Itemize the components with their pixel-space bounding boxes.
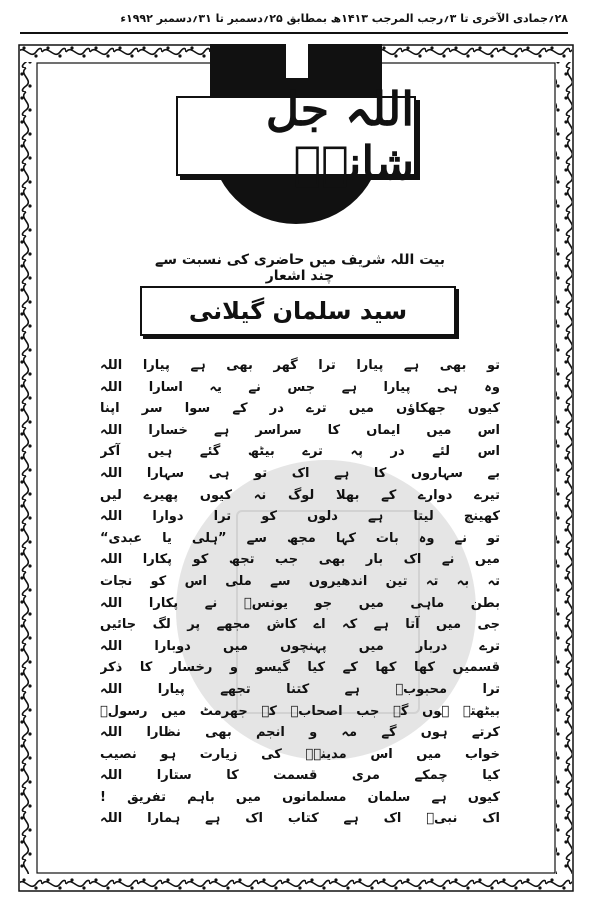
poem-line: کیا چمکے مری قسمت کا ستارا اللہ	[100, 768, 500, 784]
author-name: سید سلمان گیلانی	[188, 297, 408, 325]
poem-line: تیرے دوارے کے بھلا لوگ نہ کیوں پھیرے لیں	[100, 487, 500, 503]
poem-line: جی میں آتا ہے کہ اے کاش مجھے پر لگ جائیں	[100, 617, 500, 633]
header-rule	[20, 32, 568, 34]
poem-line: تو نے وہ بات کہا مجھ سے ”ہلی یا عبدی“	[100, 530, 500, 546]
poem-line: کھینچ لیتا ہے دلوں کو ترا دوارا اللہ	[100, 509, 500, 525]
poem	[100, 355, 500, 830]
poem-line: میں نے اک بار بھی جب تجھ کو پکارا اللہ	[100, 552, 500, 568]
poem-line: وہ ہی پیارا ہے جس نے یہ اسارا اللہ	[100, 379, 500, 395]
poem-line: اس لئے در پہ ترے بیٹھ گئے ہیں آکر	[100, 444, 500, 460]
poem-line: بیٹھتے ہوں گے جب اصحابؓ کے جھرمٹ میں رسولؐ	[100, 703, 500, 719]
author-box	[140, 286, 456, 336]
header-date-line: ۲۸؍جمادی الآخری تا ۳؍رجب المرجب ۱۴۱۳ھ بمطابق ۲۵؍دسمبر تا ۳۱؍دسمبر ۱۹۹۲ء	[120, 12, 568, 25]
poem-line: اک نبیؐ اک ہے کتاب اک ہے ہمارا اللہ	[100, 811, 500, 827]
page-header	[20, 6, 568, 32]
poem-line: کرتے ہوں گے مہ و انجم بھی نظارا اللہ	[100, 725, 500, 741]
poem-line: تہ بہ تہ تین اندھیروں سے ملی اس کو نجات	[100, 573, 500, 589]
poem-line: بطن ماہی میں جو یونسؑ نے پکارا اللہ	[100, 595, 500, 611]
page-title: اللہ جل شانہٗ	[265, 82, 414, 190]
title-box	[176, 82, 416, 190]
poem-line: ترے دربار میں پہنچوں میں دوبارا اللہ	[100, 638, 500, 654]
poem-line: کیوں ہے سلمان مسلمانوں میں باہم تفریق !	[100, 789, 500, 805]
banner-notch	[286, 44, 308, 78]
poem-line: کیوں جھکاؤں میں ترے در کے سوا سر اپنا	[100, 401, 500, 417]
poem-line: تو بھی ہے پیارا ترا گھر بھی ہے پیارا اللہ	[100, 358, 500, 373]
poem-line: خواب میں اس مدینےؐ کی زیارت ہو نصیب	[100, 746, 500, 762]
poem-line: اس میں ایماں کا سراسر ہے خسارا اللہ	[100, 422, 500, 438]
subtitle: بیت اللہ شریف میں حاضری کی نسبت سے چند اشعار	[154, 252, 445, 284]
poem-line: ترا محبوبؐ ہے کتنا تجھے پیارا اللہ	[100, 681, 500, 697]
poem-line: قسمیں کھا کھا کے کیا گیسو و رخسار کا ذکر	[100, 660, 500, 676]
poem-line: بے سہاروں کا ہے اک تو ہی سہارا اللہ	[100, 465, 500, 481]
